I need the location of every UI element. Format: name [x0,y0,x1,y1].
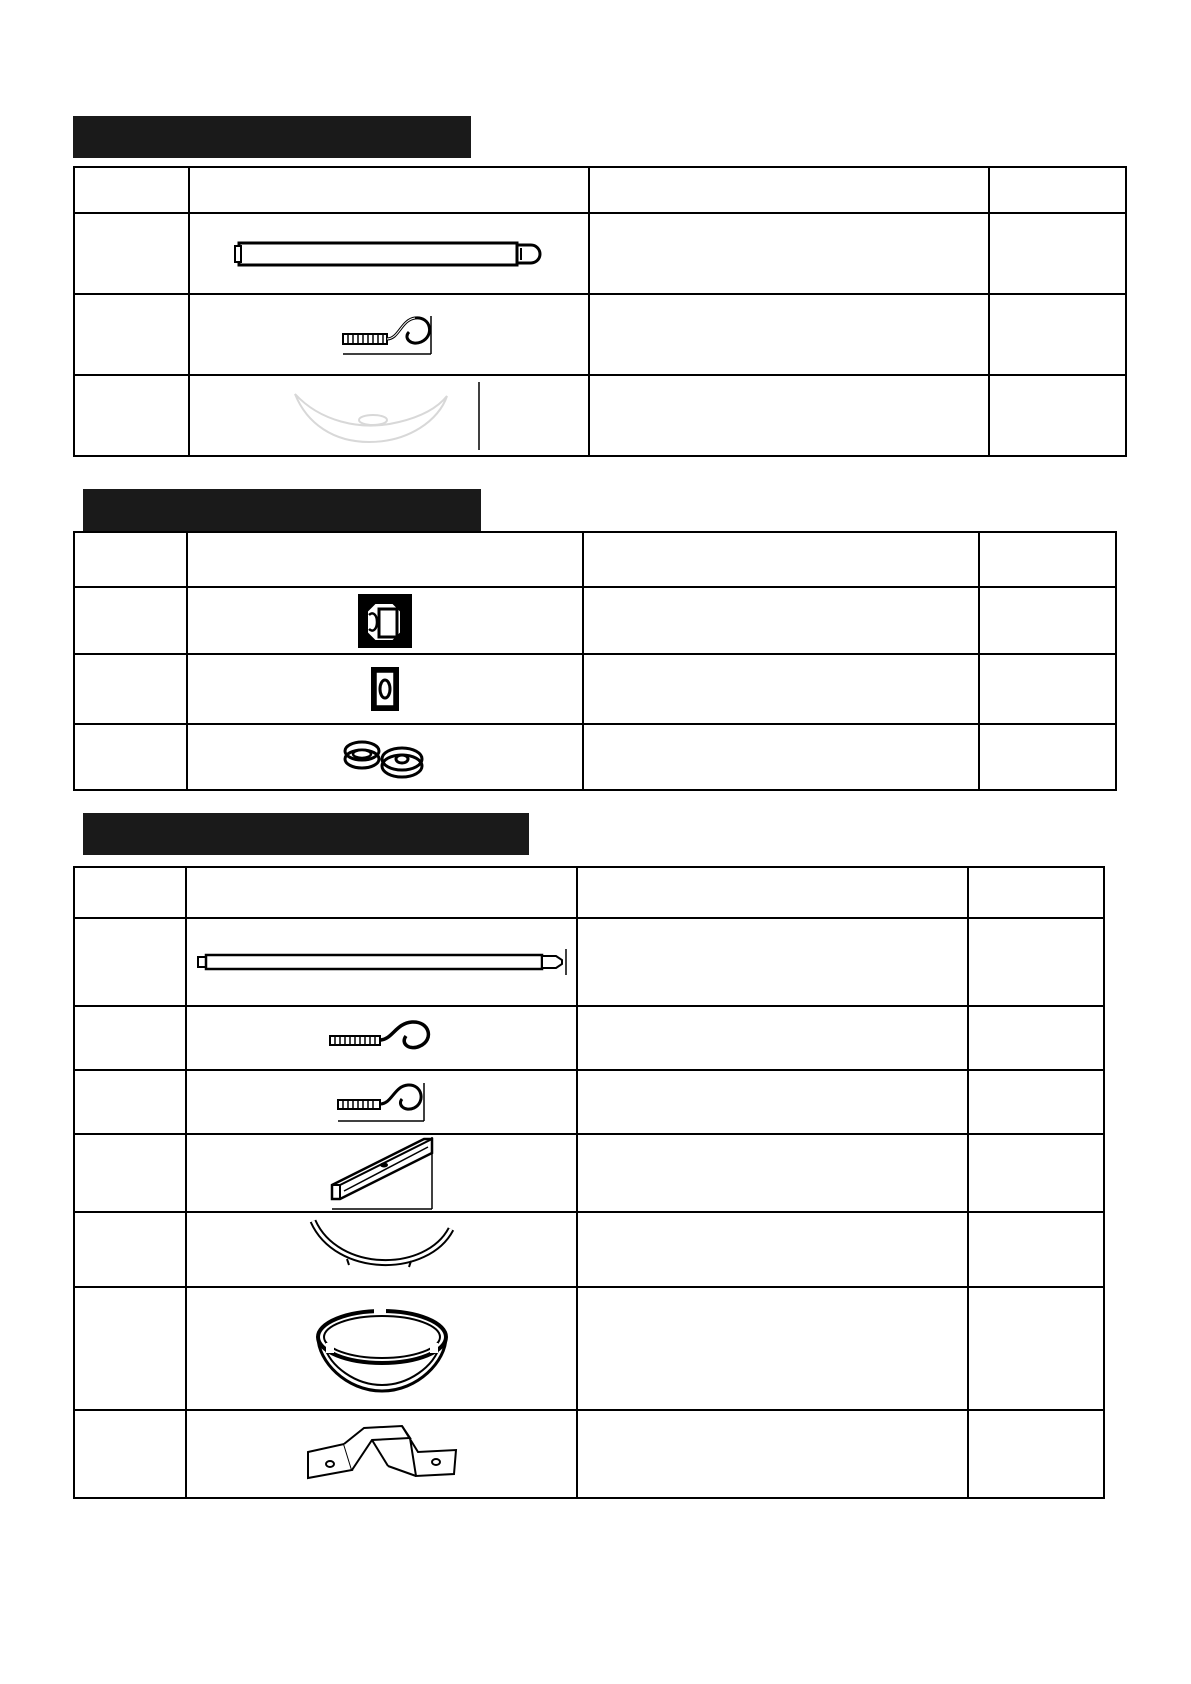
part-quantity [989,294,1126,375]
part-quantity [968,1410,1104,1498]
long-tube-icon [229,234,549,274]
parts-table-2 [73,531,1117,791]
arc-rail-icon [307,1215,457,1285]
part-quantity [968,1006,1104,1070]
part-quantity [979,654,1116,724]
table-row [74,724,1116,790]
part-description [577,918,968,1006]
table-row [74,1006,1104,1070]
parts-table-1 [73,166,1127,457]
parts-table-3 [73,866,1105,1499]
part-image-cell [186,1212,577,1287]
part-number [74,1212,186,1287]
table-row [74,587,1116,654]
round-bowl-ring-icon [312,1301,452,1397]
column-header-image [189,167,589,213]
part-number [74,1134,186,1212]
part-quantity [968,1212,1104,1287]
eye-bolt-small-icon [334,1080,430,1124]
table-header-row [74,532,1116,587]
part-description [577,1410,968,1498]
part-image-cell [186,1070,577,1134]
part-description [577,1287,968,1410]
z-bracket-icon [304,1422,460,1486]
angle-bar-icon [328,1135,436,1211]
part-number [74,294,189,375]
table-row [74,1212,1104,1287]
flat-washer-icon [370,666,400,712]
part-description [589,294,989,375]
part-number [74,654,187,724]
column-header-qty [979,532,1116,587]
part-description [589,213,989,294]
column-header-description [577,867,968,918]
table-row [74,375,1126,456]
section-1-header [73,116,471,158]
part-description [577,1134,968,1212]
table-row [74,294,1126,375]
part-image-cell [186,1006,577,1070]
part-number [74,213,189,294]
part-number [74,724,187,790]
part-image-cell [186,1410,577,1498]
part-image-cell [187,724,583,790]
part-number [74,1006,186,1070]
spring-washers-icon [342,733,428,781]
column-header-no [74,867,186,918]
part-description [577,1070,968,1134]
table-row [74,1410,1104,1498]
part-number [74,1410,186,1498]
part-description [577,1212,968,1287]
eye-bolt-icon [339,312,439,358]
table-header-row [74,167,1126,213]
section-3-header [83,813,529,855]
part-image-cell [186,1287,577,1410]
column-header-image [186,867,577,918]
part-quantity [979,724,1116,790]
part-description [583,724,979,790]
column-header-no [74,167,189,213]
part-quantity [968,1134,1104,1212]
part-quantity [968,1070,1104,1134]
column-header-image [187,532,583,587]
column-header-qty [989,167,1126,213]
part-number [74,587,187,654]
column-header-qty [968,867,1104,918]
part-quantity [968,1287,1104,1410]
table-row [74,654,1116,724]
part-number [74,1070,186,1134]
table-row [74,213,1126,294]
column-header-description [583,532,979,587]
part-number [74,1287,186,1410]
column-header-no [74,532,187,587]
part-image-cell [189,375,589,456]
part-image-cell [189,294,589,375]
table-header-row [74,867,1104,918]
part-number [74,375,189,456]
eye-bolt-large-icon [326,1018,438,1058]
column-header-description [589,167,989,213]
long-rod-icon [196,947,568,977]
table-row [74,1070,1104,1134]
table-row [74,1134,1104,1212]
part-quantity [989,213,1126,294]
part-image-cell [189,213,589,294]
part-image-cell [186,918,577,1006]
hex-nut-icon [357,593,413,649]
part-image-cell [187,587,583,654]
part-description [577,1006,968,1070]
part-quantity [979,587,1116,654]
part-image-cell [187,654,583,724]
part-number [74,918,186,1006]
table-row [74,918,1104,1006]
table-row [74,1287,1104,1410]
part-quantity [968,918,1104,1006]
part-description [583,654,979,724]
section-2-header [83,489,481,531]
part-image-cell [186,1134,577,1212]
part-description [583,587,979,654]
part-quantity [989,375,1126,456]
part-description [589,375,989,456]
curved-bracket-icon [289,380,489,452]
